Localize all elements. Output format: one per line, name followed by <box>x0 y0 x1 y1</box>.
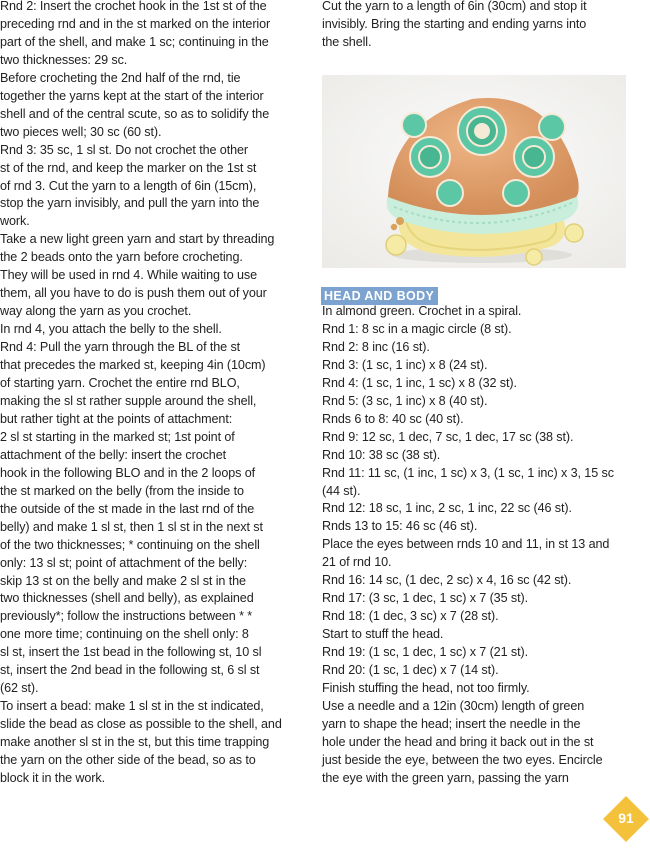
text-line: make another sl st in the st, but this time trapping <box>0 735 270 750</box>
text-line: shell and of the central scute, so as to solidify the <box>0 106 270 121</box>
text-line: hole under the head and bring it back out in the st <box>322 734 594 749</box>
text-line: previously*; follow the instructions between * * <box>0 609 253 624</box>
page-number-badge <box>601 794 650 844</box>
text-line: preceding rnd and in the st marked on the interior <box>0 16 271 31</box>
text-line: st, insert the 2nd bead in the following st, 6 sl st <box>0 663 260 678</box>
text-line: Rnd 2: Insert the crochet hook in the 1st st of the <box>0 0 267 13</box>
text-line: slide the bead as close as possible to the shell, and <box>0 717 282 732</box>
text-line: (62 st). <box>0 681 39 696</box>
text-line: Rnd 2: 8 inc (16 st). <box>322 339 430 354</box>
text-line: of the two thicknesses; * continuing on the shell <box>0 537 260 552</box>
text-line: together the yarns kept at the start of the interior <box>0 88 264 103</box>
text-line: Take a new light green yarn and start by threading <box>0 232 275 247</box>
text-line: block it in the work. <box>0 770 105 785</box>
text-line: stop the yarn invisibly, and pull the yarn into the <box>0 196 260 211</box>
text-line: Rnd 4: (1 sc, 1 inc, 1 sc) x 8 (32 st). <box>322 375 517 390</box>
text-line: Rnd 10: 38 sc (38 st). <box>322 447 441 462</box>
text-line: st of the rnd, and keep the marker on the 1st st <box>0 160 257 175</box>
text-line: belly) and make 1 sl st, then 1 sl st in the next st <box>0 519 263 534</box>
text-line: Before crocheting the 2nd half of the rnd, tie <box>0 70 241 85</box>
text-line: the yarn on the other side of the bead, so as to <box>0 753 256 768</box>
text-line: the shell. <box>322 34 372 49</box>
text-line: Rnd 11: 11 sc, (1 inc, 1 sc) x 3, (1 sc, 1 inc) x 3, 15 sc <box>322 465 614 480</box>
text-line: Rnd 4: Pull the yarn through the BL of the st <box>0 340 241 355</box>
text-line: the eye with the green yarn, passing the yarn <box>322 770 569 785</box>
text-line: Place the eyes between rnds 10 and 11, in st 13 and <box>322 537 610 552</box>
text-line: Rnd 16: 14 sc, (1 dec, 2 sc) x 4, 16 sc (42 st). <box>322 573 572 588</box>
right-column-top <box>322 0 630 52</box>
text-line: Use a needle and a 12in (30cm) length of green <box>322 698 585 713</box>
text-line: work. <box>0 214 30 229</box>
text-line: In almond green. Crochet in a spiral. <box>322 304 522 318</box>
page-number: 91 <box>618 810 634 826</box>
text-line: Rnd 18: (1 dec, 3 sc) x 7 (28 st). <box>322 609 499 624</box>
text-line: Rnd 9: 12 sc, 1 dec, 7 sc, 1 dec, 17 sc (38 st). <box>322 429 574 444</box>
text-line: Rnd 19: (1 sc, 1 dec, 1 sc) x 7 (21 st). <box>322 645 528 660</box>
text-line: hook in the following BLO and in the 2 loops of <box>0 465 256 480</box>
text-line: Cut the yarn to a length of 6in (30cm) and stop it <box>322 0 587 13</box>
text-line: only: 13 sl st; point of attachment of the belly: <box>0 555 248 570</box>
text-line: Rnd 5: (3 sc, 1 inc) x 8 (40 st). <box>322 393 488 408</box>
text-line: invisibly. Bring the starting and ending yarns into <box>322 16 587 31</box>
text-line: (44 st). <box>322 483 361 498</box>
text-line: the outside of the st made in the last rnd of the <box>0 501 255 516</box>
right-column-body <box>322 303 630 788</box>
text-line: but rather tight at the points of attachment: <box>0 411 233 426</box>
crochet-turtle-image <box>322 75 626 268</box>
text-line: Finish stuffing the head, not too firmly. <box>322 681 530 696</box>
left-column <box>0 0 300 788</box>
text-line: attachment of the belly: insert the crochet <box>0 447 227 462</box>
text-line: Rnd 12: 18 sc, 1 inc, 2 sc, 1 inc, 22 sc (46 st). <box>322 501 572 516</box>
text-line: of starting yarn. Crochet the entire rnd BLO, <box>0 376 240 391</box>
text-line: 21 of rnd 10. <box>322 555 392 570</box>
text-line: two thicknesses (shell and belly), as explained <box>0 591 254 606</box>
text-line: Rnd 20: (1 sc, 1 dec) x 7 (14 st). <box>322 663 499 678</box>
text-line: In rnd 4, you attach the belly to the shell. <box>0 322 222 337</box>
text-line: They will be used in rnd 4. While waiting to use <box>0 268 258 283</box>
text-line: To insert a bead: make 1 sl st in the st indicated, <box>0 699 264 714</box>
text-line: part of the shell, and make 1 sc; continuing in the <box>0 34 269 49</box>
text-line: them, all you have to do is push them out of your <box>0 286 267 301</box>
text-line: two pieces well; 30 sc (60 st). <box>0 124 162 139</box>
text-line: Start to stuff the head. <box>322 627 444 642</box>
text-line: the st marked on the belly (from the inside to <box>0 483 244 498</box>
text-line: sl st, insert the 1st bead in the following st, 10 sl <box>0 645 262 660</box>
text-line: Rnds 6 to 8: 40 sc (40 st). <box>322 411 464 426</box>
text-line: Rnd 3: 35 sc, 1 sl st. Do not crochet the other <box>0 142 249 157</box>
text-line: the 2 beads onto the yarn before crocheting. <box>0 250 243 265</box>
text-line: that precedes the marked st, keeping 4in (10cm) <box>0 358 266 373</box>
text-line: Rnd 17: (3 sc, 1 dec, 1 sc) x 7 (35 st). <box>322 591 528 606</box>
text-line: just beside the eye, between the two eyes. Encircle <box>322 752 603 767</box>
text-line: Rnds 13 to 15: 46 sc (46 st). <box>322 519 478 534</box>
text-line: making the sl st rather supple around the shell, <box>0 393 257 408</box>
text-line: skip 13 st on the belly and make 2 sl st in the <box>0 573 246 588</box>
text-line: yarn to shape the head; insert the needle in the <box>322 716 581 731</box>
text-line: 2 sl st starting in the marked st; 1st point of <box>0 429 235 444</box>
text-line: Rnd 3: (1 sc, 1 inc) x 8 (24 st). <box>322 357 488 372</box>
text-line: Rnd 1: 8 sc in a magic circle (8 st). <box>322 321 512 336</box>
text-line: way along the yarn as you crochet. <box>0 304 192 319</box>
text-line: one more time; continuing on the shell only: 8 <box>0 627 249 642</box>
turtle-photo <box>322 75 626 268</box>
head-and-body-heading: HEAD AND BODY <box>321 287 438 305</box>
text-line: of rnd 3. Cut the yarn to a length of 6in (15cm), <box>0 178 257 193</box>
text-line: two thicknesses: 29 sc. <box>0 52 128 67</box>
